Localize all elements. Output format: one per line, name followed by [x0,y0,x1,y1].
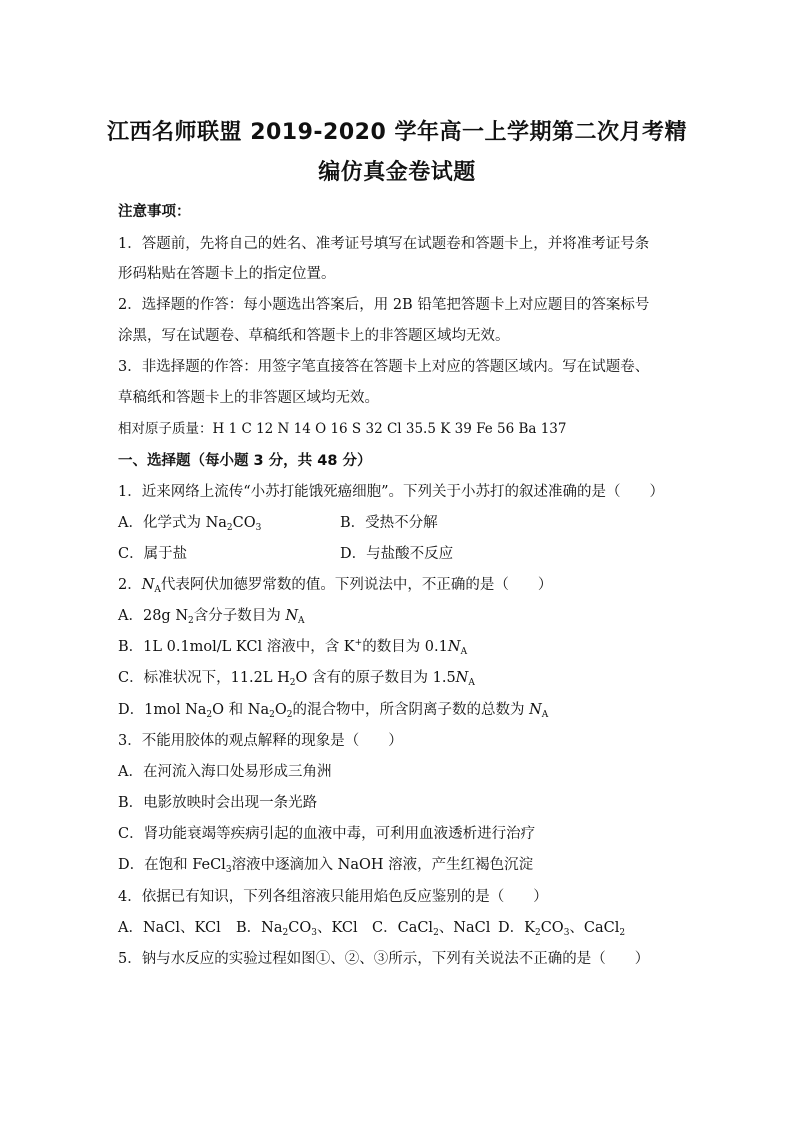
q4-stem: 4．依据已有知识，下列各组溶液只能用焰色反应鉴别的是（ ） [118,889,548,905]
note-1b: 形码粘贴在答题卡上的指定位置。 [118,266,336,282]
q4-option-a: A．NaCl、KCl [118,920,221,936]
q2-option-d: D．1mol $Na_2O$ 和 $Na_2O_2$的混合物中，所含阴离子数的总数为 $N_A$ [118,702,549,720]
q1-option-b: B．受热不分解 [340,515,438,531]
q3-option-c: C．肾功能衰竭等疾病引起的血液中毒，可利用血液透析进行治疗 [118,826,536,842]
q1-option-d: D．与盐酸不反应 [340,546,454,562]
q3-option-a: A．在河流入海口处易形成三角洲 [118,764,332,780]
note-3b: 草稿纸和答题卡上的非答题区域均无效。 [118,390,379,406]
note-3a: 3．非选择题的作答：用签字笔直接答在答题卡上对应的答题区域内。写在试题卷、 [118,359,650,375]
q1-option-c: C．属于盐 [118,546,188,562]
q2-option-b: B．1L 0.1mol/L KCl 溶液中，含 K+的数目为 $0.1N_A$ [118,638,468,657]
q3-stem: 3．不能用胶体的观点解释的现象是（ ） [118,733,403,749]
q3-option-d: D．在饱和 FeCl$_3$溶液中逐滴加入 NaOH 溶液，产生红褐色沉淀 [118,857,534,875]
page-title-line1: 江西名师联盟 2019-2020 学年高一上学期第二次月考精 [107,120,687,145]
q2-option-a: A．28g $N_2$含分子数目为 $N_A$ [118,608,305,626]
q4-option-b: B．$Na_2CO_3$、KCl [236,920,358,938]
q4-option-d: D．$K_2CO_3$、CaCl$_2$ [498,920,626,938]
notes-heading: 注意事项： [118,204,191,220]
page-title-line2: 编仿真金卷试题 [318,160,476,185]
q5-stem: 5．钠与水反应的实验过程如图①、②、③所示，下列有关说法不正确的是（ ） [118,951,650,967]
note-1a: 1．答题前，先将自己的姓名、准考证号填写在试题卷和答题卡上，并将准考证号条 [118,236,650,252]
q2-stem: 2．$N_A$代表阿伏加德罗常数的值。下列说法中，不正确的是（ ） [118,577,553,595]
note-2b: 涂黑，写在试题卷、草稿纸和答题卡上的非答题区域均无效。 [118,328,510,344]
atomic-masses: 相对原子质量：H 1 C 12 N 14 O 16 S 32 Cl 35.5 K 39 Fe 56 Ba 137 [118,421,567,437]
section-1-heading: 一、选择题（每小题 3 分，共 48 分） [118,453,372,469]
note-2a: 2．选择题的作答：每小题选出答案后，用 2B 铅笔把答题卡上对应题目的答案标号 [118,297,650,313]
q2-option-c: C．标准状况下，11.2L $H_2O$ 含有的原子数目为 $1.5N_A$ [118,670,475,688]
q4-option-c: C．CaCl$_2$、NaCl [372,920,491,938]
q1-option-a: A．化学式为 $Na_2CO_3$ [118,515,262,533]
q3-option-b: B．电影放映时会出现一条光路 [118,795,318,811]
q1-stem: 1．近来网络上流传“小苏打能饿死癌细胞”。下列关于小苏打的叙述准确的是（ ） [118,484,665,500]
